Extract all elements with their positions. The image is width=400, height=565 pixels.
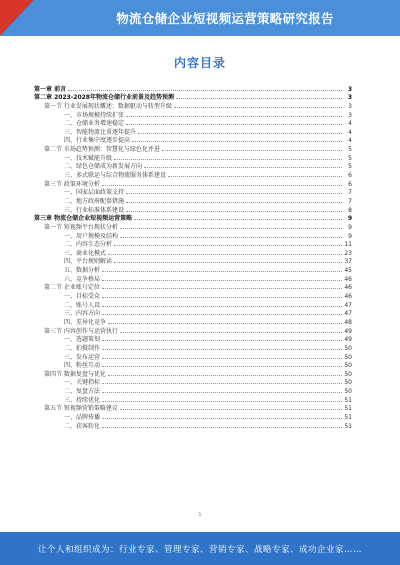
toc-entry[interactable]: [34, 214, 352, 223]
toc-entry[interactable]: [34, 386, 352, 395]
toc-entry-label: 二、拍摄制作: [64, 344, 101, 352]
toc-dot-leader: [126, 192, 342, 194]
toc-entry-label: 二、内容生态分析: [64, 241, 113, 249]
header-accent-stripe: [0, 0, 34, 36]
toc-entry-page: 11: [344, 241, 352, 249]
toc-entry-label: 三、行业标准体系建设: [64, 206, 125, 214]
toc-dot-leader: [102, 357, 342, 359]
toc-entry-label: 第一节 行业发展现状概述：数据驱动与转型升级: [44, 102, 172, 110]
toc-entry-page: 50: [344, 344, 352, 352]
toc-entry[interactable]: [34, 378, 352, 387]
toc-dot-leader: [102, 391, 342, 393]
toc-dot-leader: [134, 218, 342, 220]
toc-dot-leader: [126, 123, 342, 125]
toc-entry-page: 46: [344, 293, 352, 301]
toc-dot-leader: [102, 339, 342, 341]
toc-entry-page: 3: [348, 111, 352, 119]
toc-dot-leader: [102, 417, 342, 419]
toc-dot-leader: [120, 331, 342, 333]
toc-entry[interactable]: [34, 84, 352, 93]
toc-entry-label: 第五节 短视频营销策略建议: [44, 405, 118, 413]
toc-entry-page: 45: [344, 267, 352, 275]
toc-dot-leader: [126, 201, 342, 203]
toc-entry[interactable]: [34, 179, 352, 188]
toc-entry-label: 第一节 短视频平台现状分析: [44, 223, 118, 231]
toc-dot-leader: [108, 374, 342, 376]
toc-entry-page: 4: [348, 137, 352, 145]
toc-entry-page: 51: [344, 396, 352, 404]
toc-entry[interactable]: [34, 257, 352, 266]
toc-entry[interactable]: [34, 421, 352, 430]
toc-entry-page: 9: [347, 215, 352, 223]
toc-entry[interactable]: [34, 119, 352, 128]
toc-entry-page: 5: [348, 163, 352, 171]
toc-dot-leader: [176, 97, 342, 99]
toc-entry-label: 一、选题策划: [64, 336, 101, 344]
toc-entry[interactable]: [34, 170, 352, 179]
toc-dot-leader: [102, 365, 342, 367]
toc-dot-leader: [102, 382, 342, 384]
toc-entry-page: 50: [344, 353, 352, 361]
toc-entry-page: 5: [348, 154, 352, 162]
toc-entry-label: 五、数据分析: [64, 267, 101, 275]
toc-dot-leader: [168, 175, 342, 177]
toc-entry-page: 4: [348, 128, 352, 136]
toc-entry-label: 二、复盘方法: [64, 388, 101, 396]
toc-dot-leader: [120, 236, 342, 238]
toc-entry[interactable]: [34, 317, 352, 326]
toc-entry-page: 23: [344, 249, 352, 257]
toc-entry[interactable]: [34, 274, 352, 283]
toc-entry[interactable]: [34, 395, 352, 404]
toc-dot-leader: [114, 261, 342, 263]
toc-entry-label: 二、账号人设: [64, 301, 101, 309]
toc-entry[interactable]: [34, 222, 352, 231]
toc-entry[interactable]: [34, 343, 352, 352]
toc-entry-label: 一、用户规模及结构: [64, 232, 119, 240]
toc-entry-label: 三、商业化模式: [64, 249, 107, 257]
toc-entry-label: 一、目标受众: [64, 293, 101, 301]
toc-dot-leader: [108, 253, 342, 255]
toc-entry[interactable]: [34, 265, 352, 274]
toc-entry-page: 46: [344, 284, 352, 292]
toc-entry-page: 3: [347, 85, 352, 93]
toc-dot-leader: [132, 140, 342, 142]
table-of-contents: [34, 84, 352, 430]
toc-dot-leader: [120, 227, 342, 229]
toc-entry-page: 8: [348, 206, 352, 214]
toc-entry-label: 三、发布运营: [64, 353, 101, 361]
toc-entry-label: 六、竞争格局: [64, 275, 101, 283]
toc-entry-page: 6: [348, 180, 352, 188]
toc-entry-label: 三、内容方向: [64, 310, 101, 318]
toc-entry[interactable]: [34, 162, 352, 171]
toc-dot-leader: [68, 89, 342, 91]
toc-entry[interactable]: [34, 240, 352, 249]
toc-dot-leader: [174, 106, 342, 108]
toc-entry-page: 51: [344, 422, 352, 430]
toc-entry[interactable]: [34, 248, 352, 257]
toc-dot-leader: [120, 408, 342, 410]
toc-dot-leader: [102, 313, 342, 315]
toc-entry-label: 第三章 物流仓储企业短视频运营策略: [34, 215, 133, 223]
footer-slogan: 让个人和组织成为：行业专家、管理专家、营销专家、战略专家、成功企业家……: [37, 545, 362, 555]
toc-entry-page: 49: [344, 327, 352, 335]
page-number: 1: [198, 512, 202, 518]
toc-entry-label: 一、市场规模持续扩张: [64, 111, 125, 119]
toc-entry-label: 二、获客转化: [64, 422, 101, 430]
toc-entry-page: 46: [344, 275, 352, 283]
toc-entry[interactable]: [34, 326, 352, 335]
toc-dot-leader: [102, 296, 342, 298]
toc-entry-page: 48: [344, 318, 352, 326]
toc-entry[interactable]: [34, 127, 352, 136]
toc-entry-label: 四、粉丝互动: [64, 362, 101, 370]
toc-entry-page: 47: [344, 301, 352, 309]
toc-entry[interactable]: [34, 188, 352, 197]
toc-entry-label: 一、品牌传播: [64, 413, 101, 421]
toc-entry-label: 三、多式联运与综合物流服务体系建设: [64, 172, 167, 180]
toc-entry-label: 四、行业集中度逐步提高: [64, 137, 131, 145]
toc-entry[interactable]: [34, 412, 352, 421]
toc-entry[interactable]: [34, 352, 352, 361]
toc-entry-page: 9: [348, 232, 352, 240]
toc-entry[interactable]: [34, 335, 352, 344]
toc-dot-leader: [102, 287, 342, 289]
toc-dot-leader: [126, 210, 342, 212]
toc-dot-leader: [138, 132, 342, 134]
toc-entry[interactable]: [34, 136, 352, 145]
toc-entry-label: 第二节 企业账号定位: [44, 284, 100, 292]
toc-entry[interactable]: [34, 93, 352, 102]
toc-entry-page: 7: [348, 189, 352, 197]
toc-entry-label: 二、仓储业务增速稳定: [64, 120, 125, 128]
toc-entry-label: 第二章 2023-2028年物流仓储行业前景及趋势预测: [34, 94, 174, 102]
toc-dot-leader: [102, 305, 342, 307]
toc-entry-page: 47: [344, 310, 352, 318]
toc-entry-label: 三、智能物流比重逐年提升: [64, 128, 137, 136]
report-header-bar: [0, 0, 400, 36]
toc-entry-label: 二、地方政府配套措施: [64, 197, 125, 205]
toc-entry-page: 51: [344, 405, 352, 413]
toc-dot-leader: [144, 166, 342, 168]
toc-entry[interactable]: [34, 144, 352, 153]
toc-dot-leader: [162, 149, 342, 151]
toc-entry[interactable]: [34, 300, 352, 309]
toc-dot-leader: [102, 270, 342, 272]
toc-entry-label: 一、国家层面政策支持: [64, 189, 125, 197]
toc-entry[interactable]: [34, 101, 352, 110]
toc-dot-leader: [114, 158, 342, 160]
toc-dot-leader: [108, 322, 342, 324]
toc-entry-page: 50: [344, 379, 352, 387]
toc-entry-page: 5: [348, 146, 352, 154]
toc-entry-page: 7: [348, 197, 352, 205]
toc-entry[interactable]: [34, 361, 352, 370]
toc-entry-label: 第三节 内容创作与运营执行: [44, 327, 118, 335]
toc-entry[interactable]: [34, 369, 352, 378]
toc-entry-label: 第一章 前言: [34, 85, 67, 93]
toc-entry-page: 50: [344, 370, 352, 378]
toc-entry-label: 一、技术赋能升级: [64, 154, 113, 162]
report-title: 物流仓储企业短视频运营策略研究报告: [116, 11, 334, 26]
toc-entry[interactable]: [34, 196, 352, 205]
toc-entry-label: 第三节 政策环境分析: [44, 180, 100, 188]
toc-entry-label: 四、平台规则解读: [64, 258, 113, 266]
toc-entry[interactable]: [34, 110, 352, 119]
toc-entry[interactable]: [34, 404, 352, 413]
toc-entry-page: 37: [344, 258, 352, 266]
toc-entry-page: 49: [344, 336, 352, 344]
toc-entry-page: 50: [344, 388, 352, 396]
toc-entry-page: 50: [344, 362, 352, 370]
toc-entry-page: 6: [348, 172, 352, 180]
toc-dot-leader: [102, 279, 342, 281]
toc-entry-page: 3: [348, 102, 352, 110]
toc-entry[interactable]: [34, 205, 352, 214]
toc-entry[interactable]: [34, 231, 352, 240]
toc-entry-page: 4: [348, 120, 352, 128]
toc-heading: 内容目录: [173, 56, 226, 70]
toc-dot-leader: [126, 115, 342, 117]
toc-entry-label: 第四节 数据复盘与优化: [44, 370, 106, 378]
toc-entry[interactable]: [34, 309, 352, 318]
toc-entry-label: 二、绿色仓储成为新发展方向: [64, 163, 143, 171]
toc-entry-page: 9: [348, 223, 352, 231]
toc-dot-leader: [102, 348, 342, 350]
toc-entry-page: 3: [347, 94, 352, 102]
footer-banner: [0, 532, 400, 565]
toc-dot-leader: [114, 244, 342, 246]
toc-entry-label: 一、关键指标: [64, 379, 101, 387]
toc-entry-label: 第二节 市场趋势预测：智慧化与绿色化并进: [44, 146, 160, 154]
toc-entry[interactable]: [34, 153, 352, 162]
toc-dot-leader: [102, 184, 342, 186]
toc-entry-label: 四、差异化竞争: [64, 318, 107, 326]
toc-dot-leader: [102, 400, 342, 402]
toc-entry[interactable]: [34, 283, 352, 292]
toc-dot-leader: [102, 426, 342, 428]
toc-entry-page: 51: [344, 413, 352, 421]
toc-entry[interactable]: [34, 291, 352, 300]
toc-entry-label: 三、持续优化: [64, 396, 101, 404]
